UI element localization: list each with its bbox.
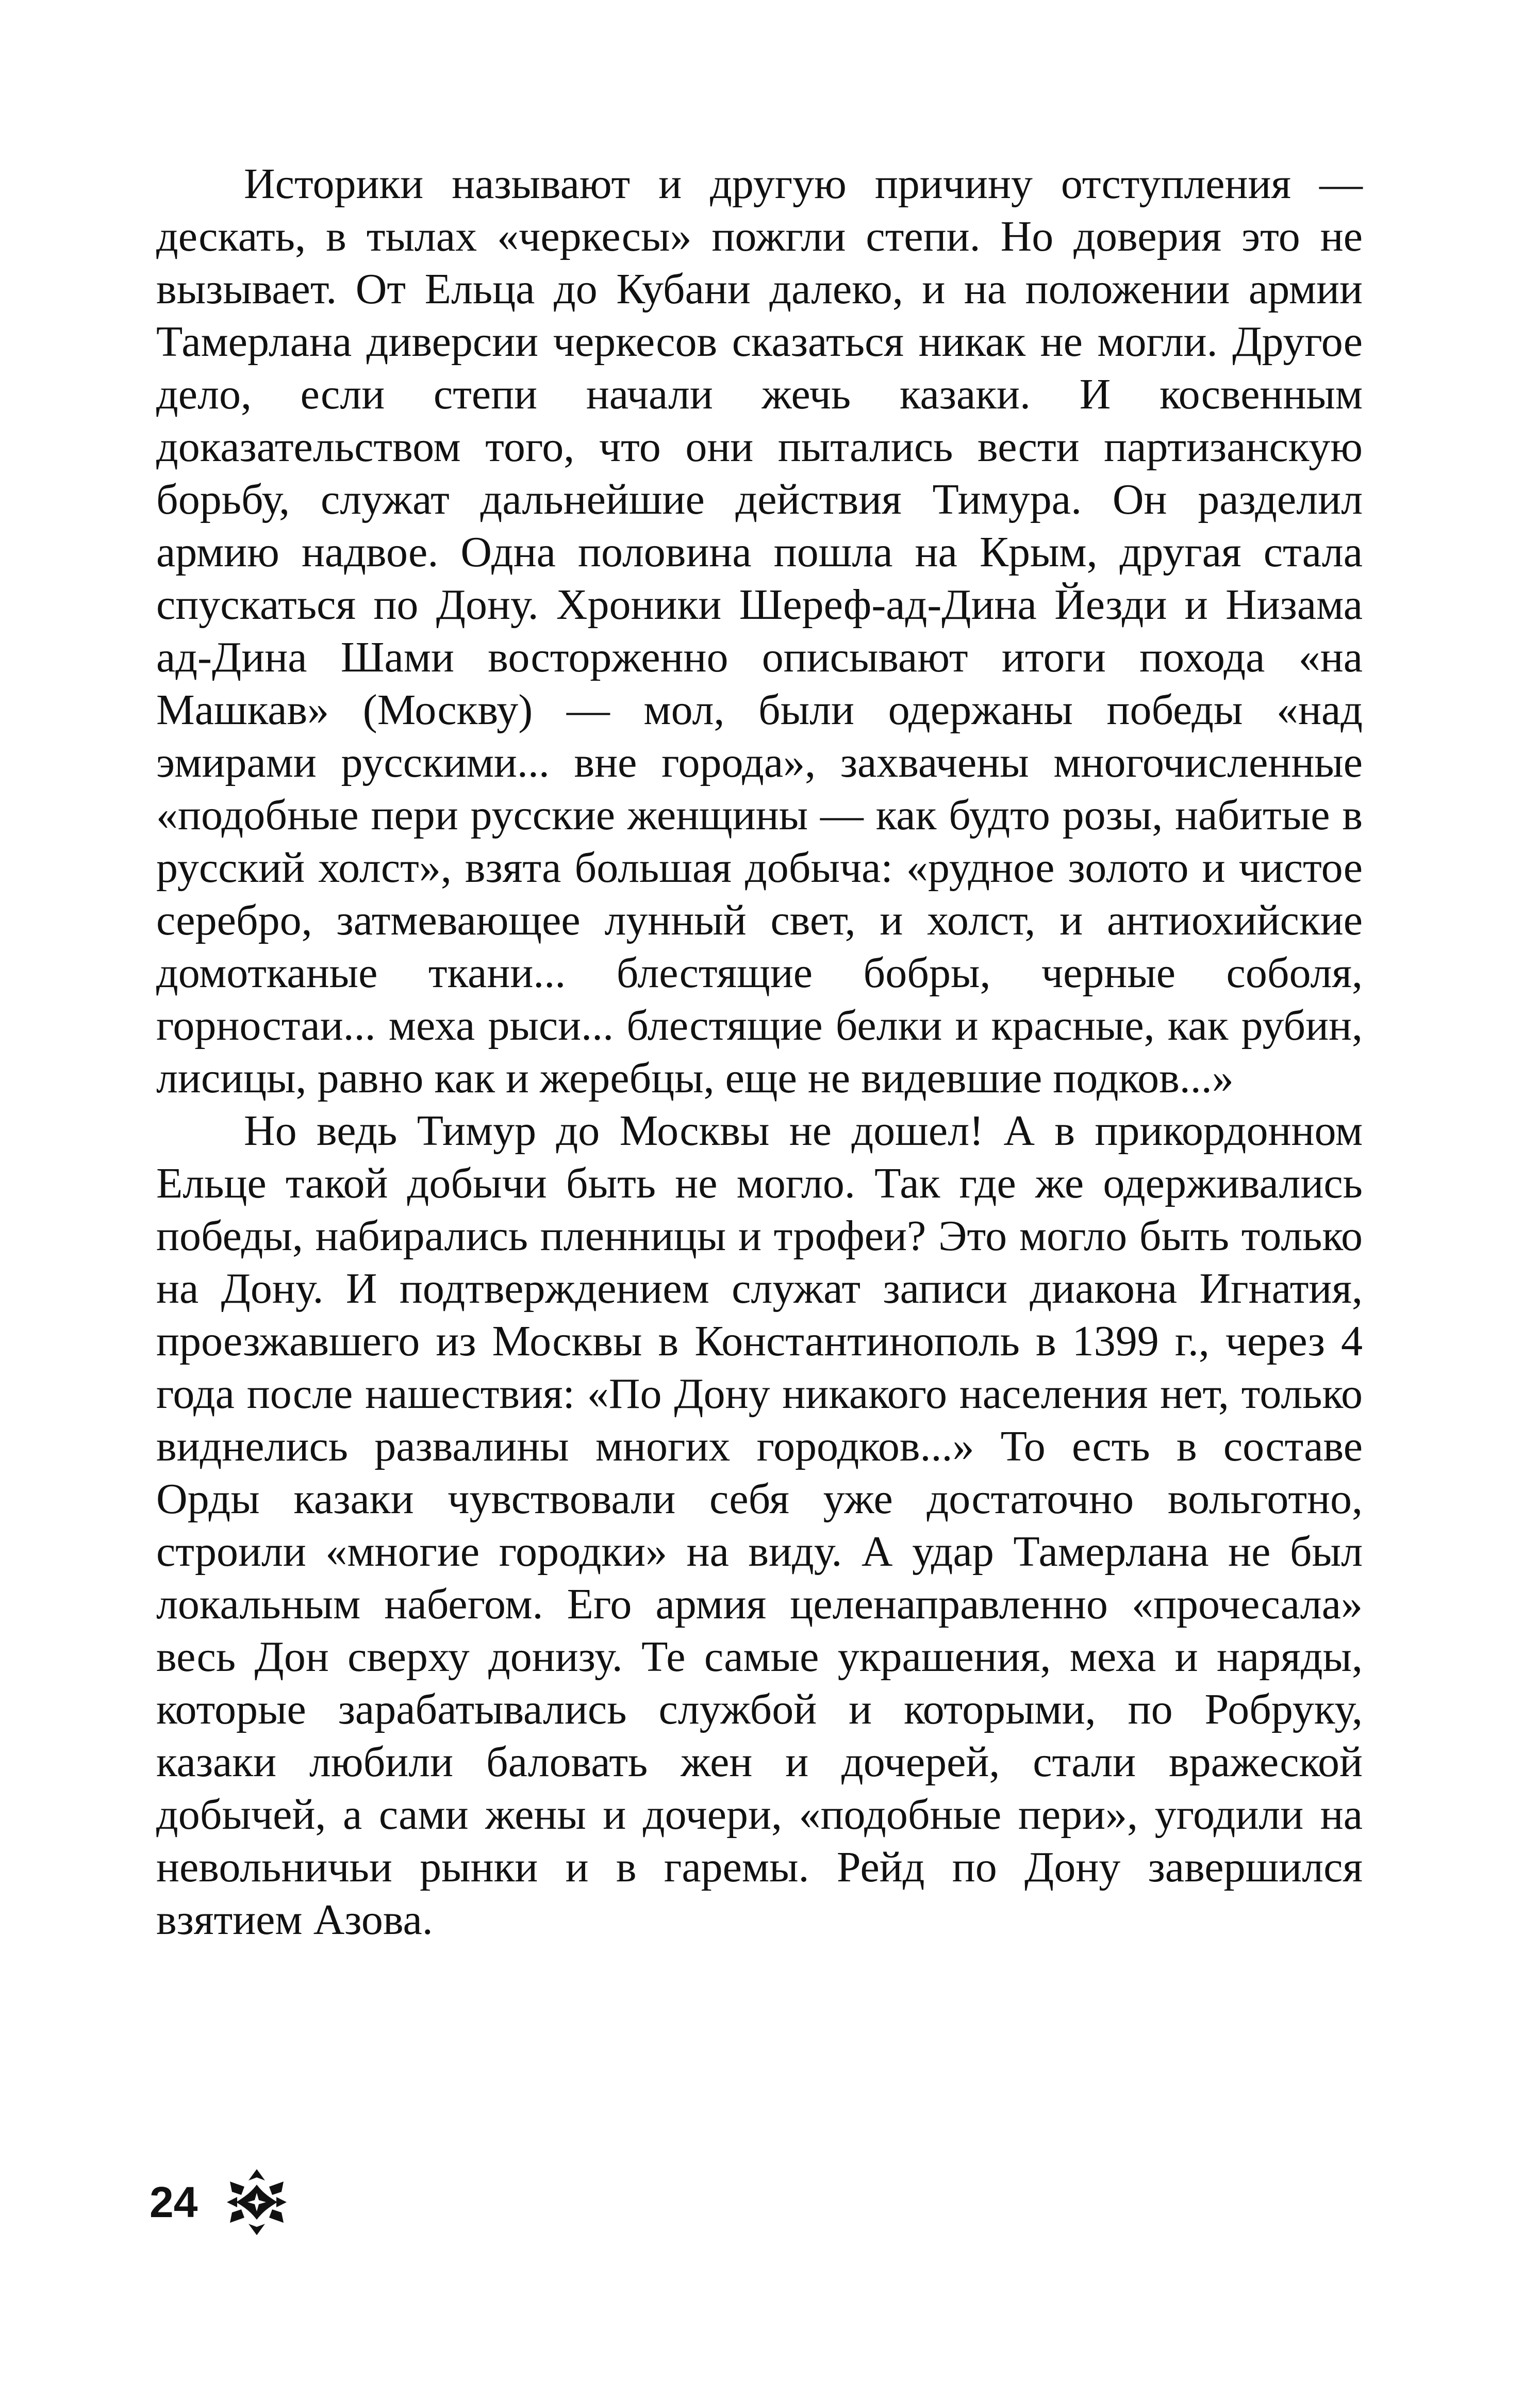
page-footer bbox=[150, 2163, 288, 2241]
paragraph-1: Историки называют и другую причину отступления — дескать, в тылах «черкесы» пожгли степи. Но доверия это не вызывает. От Ельца до Кубани далеко, и на положении армии Тамерлана диверсии черкесов сказаться никак не могли. Другое дело, если степи начали жечь казаки. И косвенным доказательством того, что они пытались вести партизанскую борьбу, служат дальнейшие действия Тимура. Он разделил армию надвое. Одна половина пошла на Крым, другая стала спускаться по Дону. Хроники Шереф-ад-Дина Йезди и Низама ад-Дина Шами восторженно описывают итоги похода «на Машкав» (Москву) — мол, были одержаны победы «над эмирами русскими... вне города», захвачены многочисленные «подобные пери русские женщины — как будто розы, набитые в русский холст», взята большая добыча: «рудное золото и чистое серебро, затмевающее лунный свет, и холст, и антиохийские домотканые ткани... блестящие бобры, черные соболя, горностаи... меха рыси... блестящие белки и красные, как рубин, лисицы, равно как и жеребцы, еще не видевшие подков...» bbox=[156, 160, 1363, 1102]
paragraph-2: Но ведь Тимур до Москвы не дошел! А в прикордонном Ельце такой добычи быть не могло. Так где же одерживались победы, набирались пленницы и трофеи? Это могло быть только на Дону. И подтверждением служат записи диакона Игнатия, проезжавшего из Москвы в Константинополь в 1399 г., через 4 года после нашествия: «По Дону никакого населения нет, только виднелись развалины многих городков...» То есть в составе Орды казаки чувствовали себя уже достаточно вольготно, строили «многие городки» на виду. А удар Тамерлана не был локальным набегом. Его армия целенаправленно «прочесала» весь Дон сверху донизу. Те самые украшения, меха и наряды, которые зарабатывались службой и которыми, по Робруку, казаки любили баловать жен и дочерей, стали вражеской добычей, а сами жены и дочери, «подобные пери», угодили на невольничьи рынки и в гаремы. Рейд по Дону завершился взятием Азова. bbox=[156, 1107, 1363, 1944]
body-text bbox=[156, 158, 1363, 1946]
page-number: 24 bbox=[150, 2177, 198, 2226]
decorative-ornament-icon bbox=[226, 2166, 288, 2238]
